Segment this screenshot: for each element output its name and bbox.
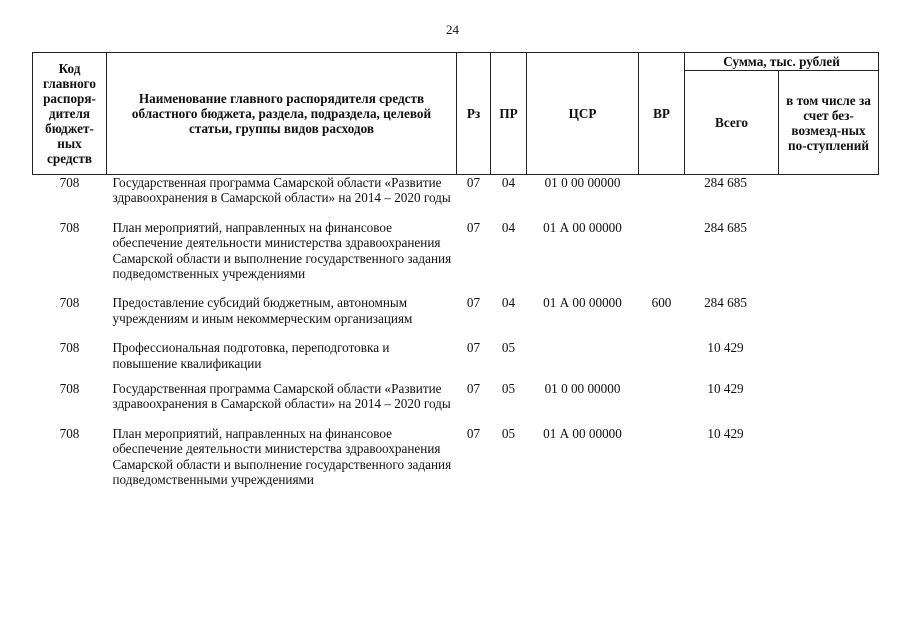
header-name: Наименование главного распорядителя средств областного бюджета, раздела, подраздела, целевой статьи, группы видов расходов [107,53,457,175]
cell-incl [779,426,879,502]
cell-rz: 07 [466,219,481,235]
cell-vr [639,340,685,381]
cell-rz: 07 [466,425,481,441]
budget-table [32,52,879,502]
header-rz: Рз [457,53,491,175]
table-header [33,53,879,175]
cell-code: 708 [59,295,80,311]
cell-incl [779,381,879,426]
cell-pr: 05 [501,340,516,356]
cell-code: 708 [59,340,80,356]
cell-pr: 05 [501,381,516,397]
cell-incl [779,175,879,220]
cell-csr: 01 А 00 00000 [543,219,622,235]
table-body [33,175,879,502]
cell-vr [639,220,685,296]
cell-vr [639,381,685,426]
cell-csr [527,340,639,381]
header-vr: ВР [639,53,685,175]
table-row [33,340,879,381]
cell-rz: 07 [466,295,481,311]
table-row [33,426,879,502]
cell-pr: 04 [501,295,516,311]
header-incl: в том числе за счет без-возмезд-ных по-ступлений [779,71,879,175]
cell-rz: 07 [466,175,481,190]
cell-vr [639,426,685,502]
cell-incl [779,220,879,296]
cell-rz: 07 [466,340,481,356]
cell-vr: 600 [651,295,672,311]
cell-csr: 01 0 00 00000 [544,381,621,397]
header-csr: ЦСР [527,53,639,175]
cell-incl [779,295,879,340]
cell-code: 708 [59,175,80,190]
cell-pr: 05 [501,425,516,441]
cell-csr: 01 А 00 00000 [543,425,622,441]
header-pr: ПР [491,53,527,175]
cell-total: 284 685 [704,219,747,235]
cell-name: План мероприятий, направленных на финансовое обеспечение деятельности министерства здравоохранения Самарской области и выполнение государственного задания подведомственными учреждениями [112,425,452,488]
cell-total: 10 429 [707,381,744,397]
cell-total: 284 685 [704,175,747,190]
cell-pr: 04 [501,219,516,235]
cell-vr [639,175,685,220]
header-code: Код главного распоря-дителя бюджет-ных средств [33,53,107,175]
cell-code: 708 [59,219,80,235]
cell-name: Государственная программа Самарской области «Развитие здравоохранения в Самарской области» на 2014 – 2020 годы [112,381,451,412]
header-total: Всего [685,71,779,175]
cell-name: Предоставление субсидий бюджетным, автономным учреждениям и иным некоммерческим организациям [112,295,413,326]
cell-name: Государственная программа Самарской области «Развитие здравоохранения в Самарской области» на 2014 – 2020 годы [112,175,451,206]
header-sum: Сумма, тыс. рублей [685,53,879,71]
cell-total: 10 429 [707,425,744,441]
table-row [33,175,879,220]
cell-total: 284 685 [704,295,747,311]
cell-rz: 07 [466,381,481,397]
cell-code: 708 [59,381,80,397]
cell-name: Профессиональная подготовка, переподготовка и повышение квалификации [112,340,390,371]
cell-name: План мероприятий, направленных на финансовое обеспечение деятельности министерства здравоохранения Самарской области и выполнение государственного задания подведомственных учреждениями [112,219,452,282]
cell-incl [779,340,879,381]
cell-code: 708 [59,425,80,441]
table-row [33,220,879,296]
cell-csr: 01 0 00 00000 [544,175,621,190]
cell-pr: 04 [501,175,516,190]
cell-csr: 01 А 00 00000 [543,295,622,311]
page-number: 24 [446,22,459,37]
table-row [33,381,879,426]
cell-total: 10 429 [707,340,744,356]
table-row [33,295,879,340]
